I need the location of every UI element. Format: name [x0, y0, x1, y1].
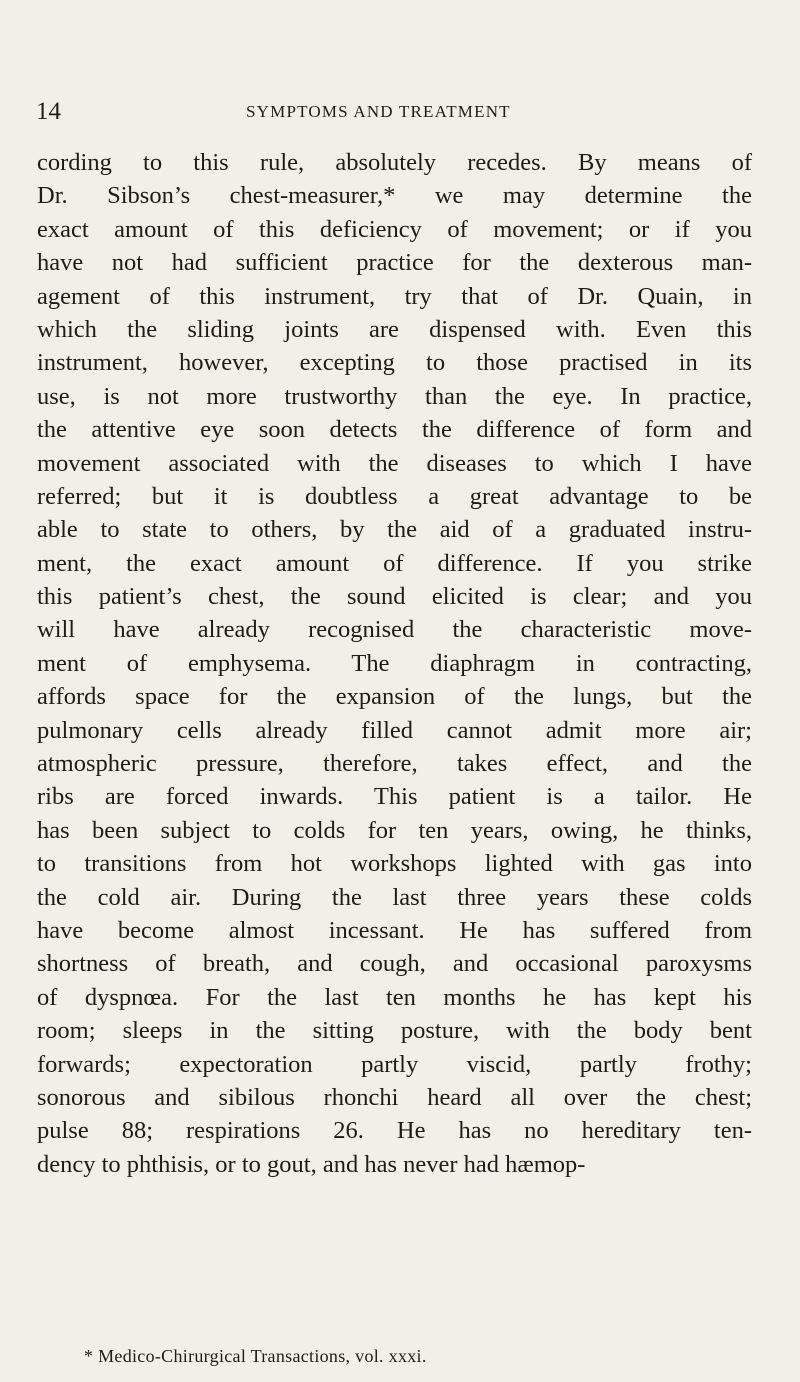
text-line: this patient’s chest, the sound elicited is clear; and you [37, 583, 752, 611]
text-line: forwards; expectoration partly viscid, partly frothy; [37, 1050, 752, 1078]
text-line: referred; but it is doubtless a great advantage to be [37, 482, 752, 510]
text-line: atmospheric pressure, therefore, takes effect, and the [37, 750, 752, 778]
text-line: ribs are forced inwards. This patient is a tailor. He [37, 783, 752, 811]
text-line: have not had sufficient practice for the dexterous man- [37, 249, 752, 277]
text-line: which the sliding joints are dispensed with. Even this [37, 315, 752, 343]
text-line: use, is not more trustworthy than the eye. In practice, [37, 382, 752, 410]
text-line: sonorous and sibilous rhonchi heard all over the chest; [37, 1083, 752, 1111]
text-line: instrument, however, excepting to those practised in its [37, 349, 752, 377]
text-line: room; sleeps in the sitting posture, with the body bent [37, 1017, 752, 1045]
text-line: will have already recognised the characteristic move- [37, 616, 752, 644]
text-line: cording to this rule, absolutely recedes. By means of [37, 149, 752, 176]
text-line: the cold air. During the last three years these colds [37, 883, 752, 911]
text-line: of dyspnœa. For the last ten months he has kept his [37, 983, 752, 1011]
page-header [36, 98, 756, 128]
text-line: has been subject to colds for ten years, owing, he thinks, [37, 816, 752, 844]
text-line: the attentive eye soon detects the difference of form and [37, 416, 752, 444]
text-line: shortness of breath, and cough, and occasional paroxysms [37, 950, 752, 978]
text-line: dency to phthisis, or to gout, and has never had hæmop- [37, 1150, 586, 1178]
text-line: pulmonary cells already filled cannot admit more air; [37, 716, 752, 744]
text-line: pulse 88; respirations 26. He has no hereditary ten- [37, 1117, 752, 1145]
running-head: SYMPTOMS AND TREATMENT [246, 102, 511, 121]
text-line: exact amount of this deficiency of movement; or if you [37, 215, 752, 243]
text-line: Dr. Sibson’s chest-measurer,* we may determine the [37, 182, 752, 210]
text-line: movement associated with the diseases to which I have [37, 449, 752, 477]
footnote: * Medico-Chirurgical Transactions, vol. xxxi. [84, 1346, 427, 1366]
text-line: affords space for the expansion of the lungs, but the [37, 683, 752, 711]
page-number: 14 [36, 98, 61, 125]
text-line: to transitions from hot workshops lighted with gas into [37, 850, 752, 878]
body-text [37, 146, 752, 1181]
text-line: agement of this instrument, try that of Dr. Quain, in [37, 282, 752, 310]
text-line: have become almost incessant. He has suffered from [37, 916, 752, 944]
text-line: ment of emphysema. The diaphragm in contracting, [37, 649, 752, 677]
text-line: ment, the exact amount of difference. If you strike [37, 549, 752, 577]
text-line: able to state to others, by the aid of a graduated instru- [37, 516, 752, 544]
